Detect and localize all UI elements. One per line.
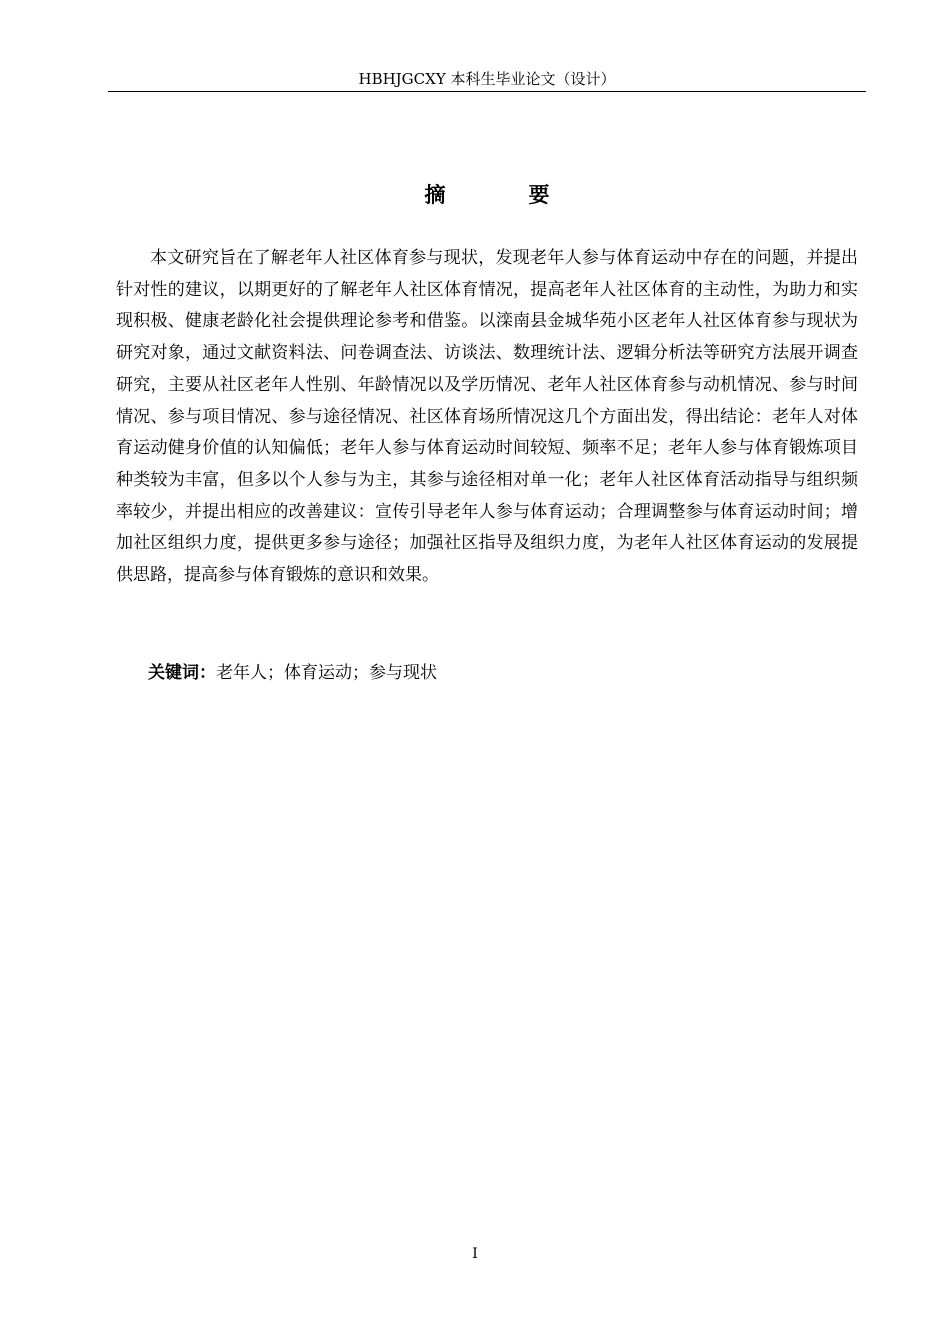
running-header-title: HBHJGCXY 本科生毕业论文（设计）	[358, 70, 616, 88]
abstract-title: 摘 要	[424, 183, 588, 207]
keywords-line	[148, 658, 858, 688]
keywords-value: 老年人；体育运动；参与现状	[216, 663, 437, 683]
abstract-body: 本文研究旨在了解老年人社区体育参与现状，发现老年人参与体育运动中存在的问题，并提出针对性的建议，以期更好的了解老年人社区体育情况，提高老年人社区体育的主动性，为助力和实现积极、健康老龄化社会提供理论参考和借鉴。以滦南县金城华苑小区老年人社区体育参与现状为研究对象，通过文献资料法、问卷调查法、访谈法、数理统计法、逻辑分析法等研究方法展开调查研究，主要从社区老年人性别、年龄情况以及学历情况、老年人社区体育参与动机情况、参与时间情况、参与项目情况、参与途径情况、社区体育场所情况这几个方面出发，得出结论：老年人对体育运动健身价值的认知偏低；老年人参与体育运动时间较短、频率不足；老年人参与体育锻炼项目种类较为丰富，但多以个人参与为主，其参与途径相对单一化；老年人社区体育活动指导与组织频率较少，并提出相应的改善建议：宣传引导老年人参与体育运动；合理调整参与体育运动时间；增加社区组织力度，提供更多参与途径；加强社区指导及组织力度，为老年人社区体育运动的发展提供思路，提高参与体育锻炼的意识和效果。	[116, 248, 858, 586]
keywords-label: 关键词：	[148, 663, 216, 683]
page-number: I	[472, 1246, 478, 1262]
running-header	[108, 68, 866, 92]
